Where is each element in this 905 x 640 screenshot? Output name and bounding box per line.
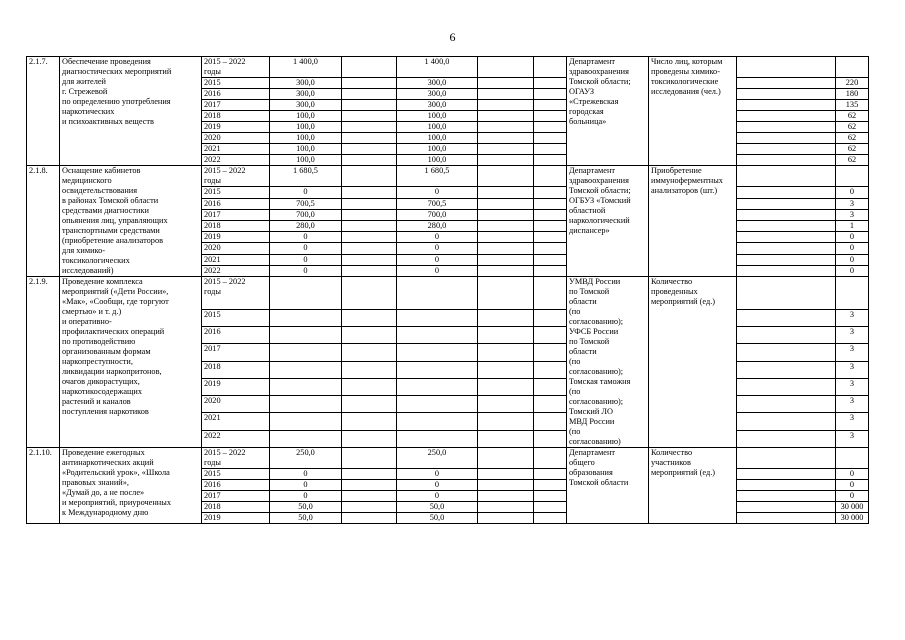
year: 2020	[202, 243, 270, 254]
indicator-period	[737, 413, 836, 430]
total-amount: 300,0	[270, 89, 342, 100]
year: 2018	[202, 361, 270, 378]
other-amount	[534, 378, 567, 395]
federal-amount	[342, 111, 397, 122]
total-amount	[270, 413, 342, 430]
regional-amount	[397, 277, 478, 310]
local-amount	[478, 277, 534, 310]
year: 2019	[202, 513, 270, 524]
indicator-period	[737, 448, 836, 469]
federal-amount	[342, 198, 397, 209]
total-amount	[270, 344, 342, 361]
year: 2021	[202, 144, 270, 155]
year: 2022	[202, 155, 270, 166]
federal-amount	[342, 513, 397, 524]
item-executor: Департамент здравоохранения Томской области; ОГАУЗ «Стрежевская городская больница»	[567, 57, 649, 166]
other-amount	[534, 57, 567, 78]
total-amount: 100,0	[270, 122, 342, 133]
indicator-value: 0	[836, 480, 869, 491]
regional-amount: 50,0	[397, 513, 478, 524]
item-description: Оснащение кабинетов медицинского освидетельствования в районах Томской области средствами диагностики опьянения лиц, управляющих транспортными средствами (приобретение анализаторов для химико- токсикологических исследований)	[60, 166, 202, 277]
federal-amount	[342, 220, 397, 231]
indicator-period	[737, 144, 836, 155]
total-amount: 280,0	[270, 220, 342, 231]
other-amount	[534, 89, 567, 100]
year: 2016	[202, 327, 270, 344]
year: 2019	[202, 122, 270, 133]
year: 2018	[202, 220, 270, 231]
other-amount	[534, 220, 567, 231]
indicator-period	[737, 89, 836, 100]
federal-amount	[342, 122, 397, 133]
federal-amount	[342, 100, 397, 111]
indicator-value: 3	[836, 361, 869, 378]
year: 2020	[202, 396, 270, 413]
period-label: 2015 – 2022 годы	[202, 448, 270, 469]
total-amount: 1 680,5	[270, 166, 342, 187]
item-number: 2.1.7.	[27, 57, 60, 166]
indicator-period	[737, 277, 836, 310]
local-amount	[478, 232, 534, 243]
total-amount: 100,0	[270, 144, 342, 155]
indicator-value: 3	[836, 327, 869, 344]
item-description: Проведение комплекса мероприятий («Дети России», «Мак», «Сообщи, где торгуют смертью» и т. д.) и оперативно- профилактических операций по противодействию организованным формам наркопреступности, ликвидации наркопритонов, очагов дикорастущих, наркотикосодержащих растений и каналов поступления наркотиков	[60, 277, 202, 448]
indicator-period	[737, 155, 836, 166]
local-amount	[478, 209, 534, 220]
federal-amount	[342, 243, 397, 254]
total-amount: 250,0	[270, 448, 342, 469]
total-amount: 50,0	[270, 513, 342, 524]
indicator-period	[737, 100, 836, 111]
other-amount	[534, 448, 567, 469]
local-amount	[478, 78, 534, 89]
indicator-value: 30 000	[836, 513, 869, 524]
indicator-value	[836, 166, 869, 187]
federal-amount	[342, 469, 397, 480]
indicator-value: 0	[836, 469, 869, 480]
year: 2015	[202, 469, 270, 480]
year: 2017	[202, 209, 270, 220]
federal-amount	[342, 361, 397, 378]
indicator-period	[737, 361, 836, 378]
total-amount: 0	[270, 265, 342, 276]
year: 2016	[202, 480, 270, 491]
local-amount	[478, 430, 534, 447]
indicator-value: 1	[836, 220, 869, 231]
total-amount: 100,0	[270, 155, 342, 166]
regional-amount: 0	[397, 232, 478, 243]
local-amount	[478, 144, 534, 155]
item-executor: УМВД России по Томской области (по согласованию); УФСБ России по Томской области (по согласованию); Томская таможня (по согласованию); Томский ЛО МВД России (по согласованию)	[567, 277, 649, 448]
indicator-period	[737, 480, 836, 491]
regional-amount	[397, 309, 478, 326]
program-table	[26, 56, 869, 524]
local-amount	[478, 111, 534, 122]
year: 2022	[202, 265, 270, 276]
regional-amount: 0	[397, 187, 478, 198]
year: 2017	[202, 100, 270, 111]
indicator-period	[737, 502, 836, 513]
table-row	[27, 166, 869, 187]
year: 2021	[202, 254, 270, 265]
federal-amount	[342, 133, 397, 144]
federal-amount	[342, 232, 397, 243]
table-row	[27, 57, 869, 78]
indicator-value: 62	[836, 133, 869, 144]
other-amount	[534, 254, 567, 265]
indicator-period	[737, 327, 836, 344]
year: 2018	[202, 502, 270, 513]
item-indicator: Количество участников мероприятий (ед.)	[649, 448, 737, 524]
regional-amount: 100,0	[397, 122, 478, 133]
year: 2020	[202, 133, 270, 144]
federal-amount	[342, 430, 397, 447]
indicator-period	[737, 243, 836, 254]
indicator-period	[737, 187, 836, 198]
regional-amount: 1 680,5	[397, 166, 478, 187]
other-amount	[534, 277, 567, 310]
other-amount	[534, 413, 567, 430]
indicator-period	[737, 265, 836, 276]
indicator-period	[737, 78, 836, 89]
federal-amount	[342, 209, 397, 220]
item-executor: Департамент общего образования Томской области	[567, 448, 649, 524]
indicator-value: 62	[836, 122, 869, 133]
indicator-period	[737, 220, 836, 231]
regional-amount: 0	[397, 243, 478, 254]
item-description: Обеспечение проведения диагностических мероприятий для жителей г. Стрежевой по определению употребления наркотических и психоактивных веществ	[60, 57, 202, 166]
period-label: 2015 – 2022 годы	[202, 166, 270, 187]
regional-amount	[397, 344, 478, 361]
year: 2019	[202, 378, 270, 395]
local-amount	[478, 265, 534, 276]
total-amount	[270, 309, 342, 326]
indicator-period	[737, 232, 836, 243]
federal-amount	[342, 277, 397, 310]
other-amount	[534, 344, 567, 361]
local-amount	[478, 243, 534, 254]
year: 2017	[202, 491, 270, 502]
other-amount	[534, 111, 567, 122]
regional-amount	[397, 396, 478, 413]
item-indicator: Приобретение иммуноферментных анализаторов (шт.)	[649, 166, 737, 277]
federal-amount	[342, 254, 397, 265]
local-amount	[478, 480, 534, 491]
page-number: 6	[449, 30, 456, 44]
indicator-period	[737, 513, 836, 524]
indicator-period	[737, 133, 836, 144]
other-amount	[534, 309, 567, 326]
year: 2016	[202, 198, 270, 209]
indicator-value: 3	[836, 309, 869, 326]
federal-amount	[342, 327, 397, 344]
federal-amount	[342, 78, 397, 89]
total-amount: 700,5	[270, 198, 342, 209]
indicator-period	[737, 344, 836, 361]
other-amount	[534, 361, 567, 378]
indicator-value: 30 000	[836, 502, 869, 513]
item-executor: Департамент здравоохранения Томской области; ОГБУЗ «Томский областной наркологический диспансер»	[567, 166, 649, 277]
indicator-value: 3	[836, 344, 869, 361]
federal-amount	[342, 265, 397, 276]
total-amount	[270, 327, 342, 344]
indicator-value	[836, 448, 869, 469]
regional-amount: 0	[397, 254, 478, 265]
federal-amount	[342, 57, 397, 78]
regional-amount: 0	[397, 480, 478, 491]
other-amount	[534, 396, 567, 413]
other-amount	[534, 513, 567, 524]
indicator-value: 62	[836, 111, 869, 122]
total-amount: 100,0	[270, 133, 342, 144]
total-amount: 700,0	[270, 209, 342, 220]
indicator-value: 180	[836, 89, 869, 100]
indicator-value: 135	[836, 100, 869, 111]
indicator-period	[737, 491, 836, 502]
federal-amount	[342, 155, 397, 166]
regional-amount: 100,0	[397, 144, 478, 155]
indicator-value: 3	[836, 396, 869, 413]
other-amount	[534, 491, 567, 502]
local-amount	[478, 100, 534, 111]
local-amount	[478, 513, 534, 524]
other-amount	[534, 187, 567, 198]
local-amount	[478, 327, 534, 344]
federal-amount	[342, 144, 397, 155]
indicator-period	[737, 122, 836, 133]
regional-amount: 50,0	[397, 502, 478, 513]
local-amount	[478, 396, 534, 413]
year: 2022	[202, 430, 270, 447]
indicator-period	[737, 309, 836, 326]
indicator-value: 3	[836, 430, 869, 447]
local-amount	[478, 502, 534, 513]
federal-amount	[342, 166, 397, 187]
regional-amount: 300,0	[397, 100, 478, 111]
indicator-value: 0	[836, 265, 869, 276]
other-amount	[534, 133, 567, 144]
local-amount	[478, 166, 534, 187]
other-amount	[534, 209, 567, 220]
indicator-value: 0	[836, 243, 869, 254]
item-indicator: Количество проведенных мероприятий (ед.)	[649, 277, 737, 448]
regional-amount: 250,0	[397, 448, 478, 469]
indicator-period	[737, 198, 836, 209]
total-amount	[270, 361, 342, 378]
total-amount: 0	[270, 480, 342, 491]
indicator-period	[737, 396, 836, 413]
indicator-value: 0	[836, 254, 869, 265]
local-amount	[478, 361, 534, 378]
federal-amount	[342, 89, 397, 100]
year: 2018	[202, 111, 270, 122]
federal-amount	[342, 480, 397, 491]
table-row	[27, 277, 869, 310]
regional-amount: 280,0	[397, 220, 478, 231]
indicator-period	[737, 430, 836, 447]
regional-amount: 0	[397, 265, 478, 276]
other-amount	[534, 166, 567, 187]
other-amount	[534, 502, 567, 513]
local-amount	[478, 187, 534, 198]
year: 2021	[202, 413, 270, 430]
other-amount	[534, 100, 567, 111]
indicator-period	[737, 469, 836, 480]
other-amount	[534, 430, 567, 447]
federal-amount	[342, 187, 397, 198]
total-amount: 1 400,0	[270, 57, 342, 78]
local-amount	[478, 309, 534, 326]
indicator-value: 3	[836, 198, 869, 209]
local-amount	[478, 448, 534, 469]
year: 2015	[202, 187, 270, 198]
other-amount	[534, 243, 567, 254]
regional-amount	[397, 430, 478, 447]
period-label: 2015 – 2022 годы	[202, 277, 270, 310]
indicator-value: 220	[836, 78, 869, 89]
year: 2015	[202, 78, 270, 89]
item-description: Проведение ежегодных антинаркотических акций «Родительский урок», «Школа правовых знаний», «Думай до, а не после» и мероприятий, приуроченных к Международному дню	[60, 448, 202, 524]
indicator-value	[836, 57, 869, 78]
other-amount	[534, 232, 567, 243]
local-amount	[478, 469, 534, 480]
federal-amount	[342, 491, 397, 502]
indicator-value: 0	[836, 491, 869, 502]
regional-amount: 0	[397, 491, 478, 502]
regional-amount	[397, 327, 478, 344]
year: 2017	[202, 344, 270, 361]
indicator-period	[737, 378, 836, 395]
item-number: 2.1.9.	[27, 277, 60, 448]
total-amount	[270, 396, 342, 413]
local-amount	[478, 155, 534, 166]
other-amount	[534, 265, 567, 276]
regional-amount	[397, 361, 478, 378]
federal-amount	[342, 448, 397, 469]
other-amount	[534, 144, 567, 155]
total-amount	[270, 277, 342, 310]
total-amount: 0	[270, 232, 342, 243]
federal-amount	[342, 413, 397, 430]
indicator-value: 3	[836, 209, 869, 220]
table-body	[27, 57, 869, 524]
year: 2016	[202, 89, 270, 100]
regional-amount: 700,5	[397, 198, 478, 209]
local-amount	[478, 378, 534, 395]
local-amount	[478, 89, 534, 100]
local-amount	[478, 491, 534, 502]
indicator-value: 62	[836, 155, 869, 166]
regional-amount: 100,0	[397, 111, 478, 122]
year: 2015	[202, 309, 270, 326]
federal-amount	[342, 378, 397, 395]
other-amount	[534, 198, 567, 209]
regional-amount: 100,0	[397, 155, 478, 166]
year: 2019	[202, 232, 270, 243]
total-amount: 0	[270, 469, 342, 480]
indicator-value: 0	[836, 187, 869, 198]
regional-amount: 300,0	[397, 89, 478, 100]
item-indicator: Число лиц, которым проведены химико- токсикологические исследования (чел.)	[649, 57, 737, 166]
total-amount	[270, 430, 342, 447]
indicator-period	[737, 209, 836, 220]
indicator-period	[737, 57, 836, 78]
total-amount: 300,0	[270, 78, 342, 89]
total-amount: 50,0	[270, 502, 342, 513]
indicator-value: 3	[836, 378, 869, 395]
item-number: 2.1.8.	[27, 166, 60, 277]
regional-amount: 700,0	[397, 209, 478, 220]
federal-amount	[342, 344, 397, 361]
total-amount: 0	[270, 243, 342, 254]
other-amount	[534, 469, 567, 480]
local-amount	[478, 220, 534, 231]
local-amount	[478, 57, 534, 78]
federal-amount	[342, 396, 397, 413]
local-amount	[478, 413, 534, 430]
regional-amount: 1 400,0	[397, 57, 478, 78]
total-amount: 300,0	[270, 100, 342, 111]
indicator-value	[836, 277, 869, 310]
indicator-period	[737, 166, 836, 187]
local-amount	[478, 122, 534, 133]
table-row	[27, 448, 869, 469]
indicator-period	[737, 111, 836, 122]
period-label: 2015 – 2022 годы	[202, 57, 270, 78]
other-amount	[534, 78, 567, 89]
indicator-period	[737, 254, 836, 265]
local-amount	[478, 254, 534, 265]
indicator-value: 62	[836, 144, 869, 155]
regional-amount: 0	[397, 469, 478, 480]
total-amount: 0	[270, 187, 342, 198]
regional-amount	[397, 413, 478, 430]
federal-amount	[342, 309, 397, 326]
regional-amount: 300,0	[397, 78, 478, 89]
local-amount	[478, 133, 534, 144]
other-amount	[534, 327, 567, 344]
total-amount: 100,0	[270, 111, 342, 122]
total-amount: 0	[270, 254, 342, 265]
local-amount	[478, 198, 534, 209]
indicator-value: 3	[836, 413, 869, 430]
item-number: 2.1.10.	[27, 448, 60, 524]
other-amount	[534, 480, 567, 491]
indicator-value: 0	[836, 232, 869, 243]
total-amount: 0	[270, 491, 342, 502]
other-amount	[534, 155, 567, 166]
local-amount	[478, 344, 534, 361]
regional-amount: 100,0	[397, 133, 478, 144]
federal-amount	[342, 502, 397, 513]
total-amount	[270, 378, 342, 395]
regional-amount	[397, 378, 478, 395]
other-amount	[534, 122, 567, 133]
